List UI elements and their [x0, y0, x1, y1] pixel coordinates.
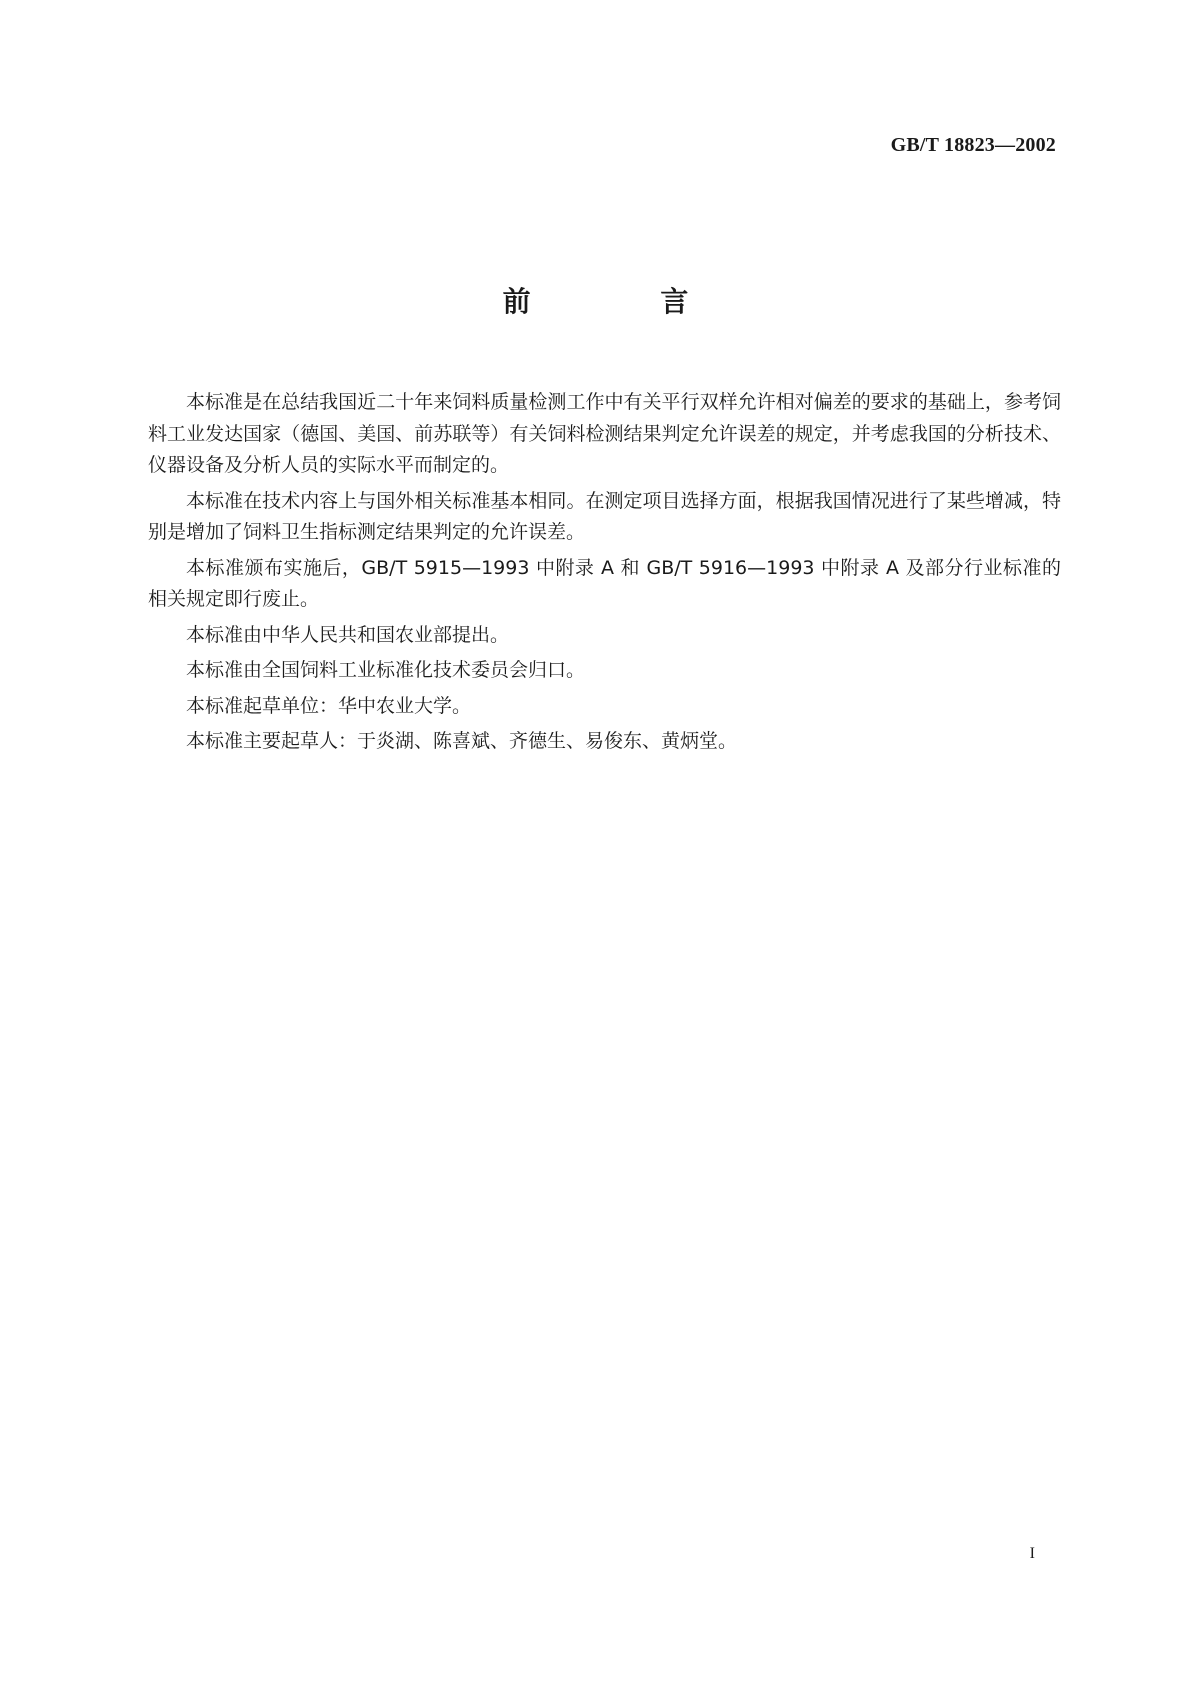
paragraph-supersession: 本标准颁布实施后，GB/T 5915—1993 中附录 A 和 GB/T 5916—1993 中附录 A 及部分行业标准的相关规定即行废止。	[148, 556, 1061, 610]
page-title: 前 言	[502, 285, 749, 318]
page-number: I	[1029, 1545, 1035, 1562]
paragraph-proposer: 本标准由中华人民共和国农业部提出。	[186, 623, 510, 646]
paragraph-drafting-unit: 本标准起草单位：华中农业大学。	[186, 694, 472, 717]
foreword-body	[148, 387, 1061, 762]
paragraph-basis: 本标准是在总结我国近二十年来饲料质量检测工作中有关平行双样允许相对偏差的要求的基础上，参考饲料工业发达国家（德国、美国、前苏联等）有关饲料检测结果判定允许误差的规定，并考虑我国的分析技术、仪器设备及分析人员的实际水平而制定的。	[148, 391, 1061, 476]
standard-code: GB/T 18823—2002	[890, 134, 1056, 156]
paragraph-drafters: 本标准主要起草人：于炎湖、陈喜斌、齐德生、易俊东、黄炳堂。	[186, 730, 738, 752]
paragraph-administrator: 本标准由全国饲料工业标准化技术委员会归口。	[186, 659, 586, 681]
paragraph-technical-content: 本标准在技术内容上与国外相关标准基本相同。在测定项目选择方面，根据我国情况进行了某些增减，特别是增加了饲料卫生指标测定结果判定的允许误差。	[148, 489, 1061, 543]
